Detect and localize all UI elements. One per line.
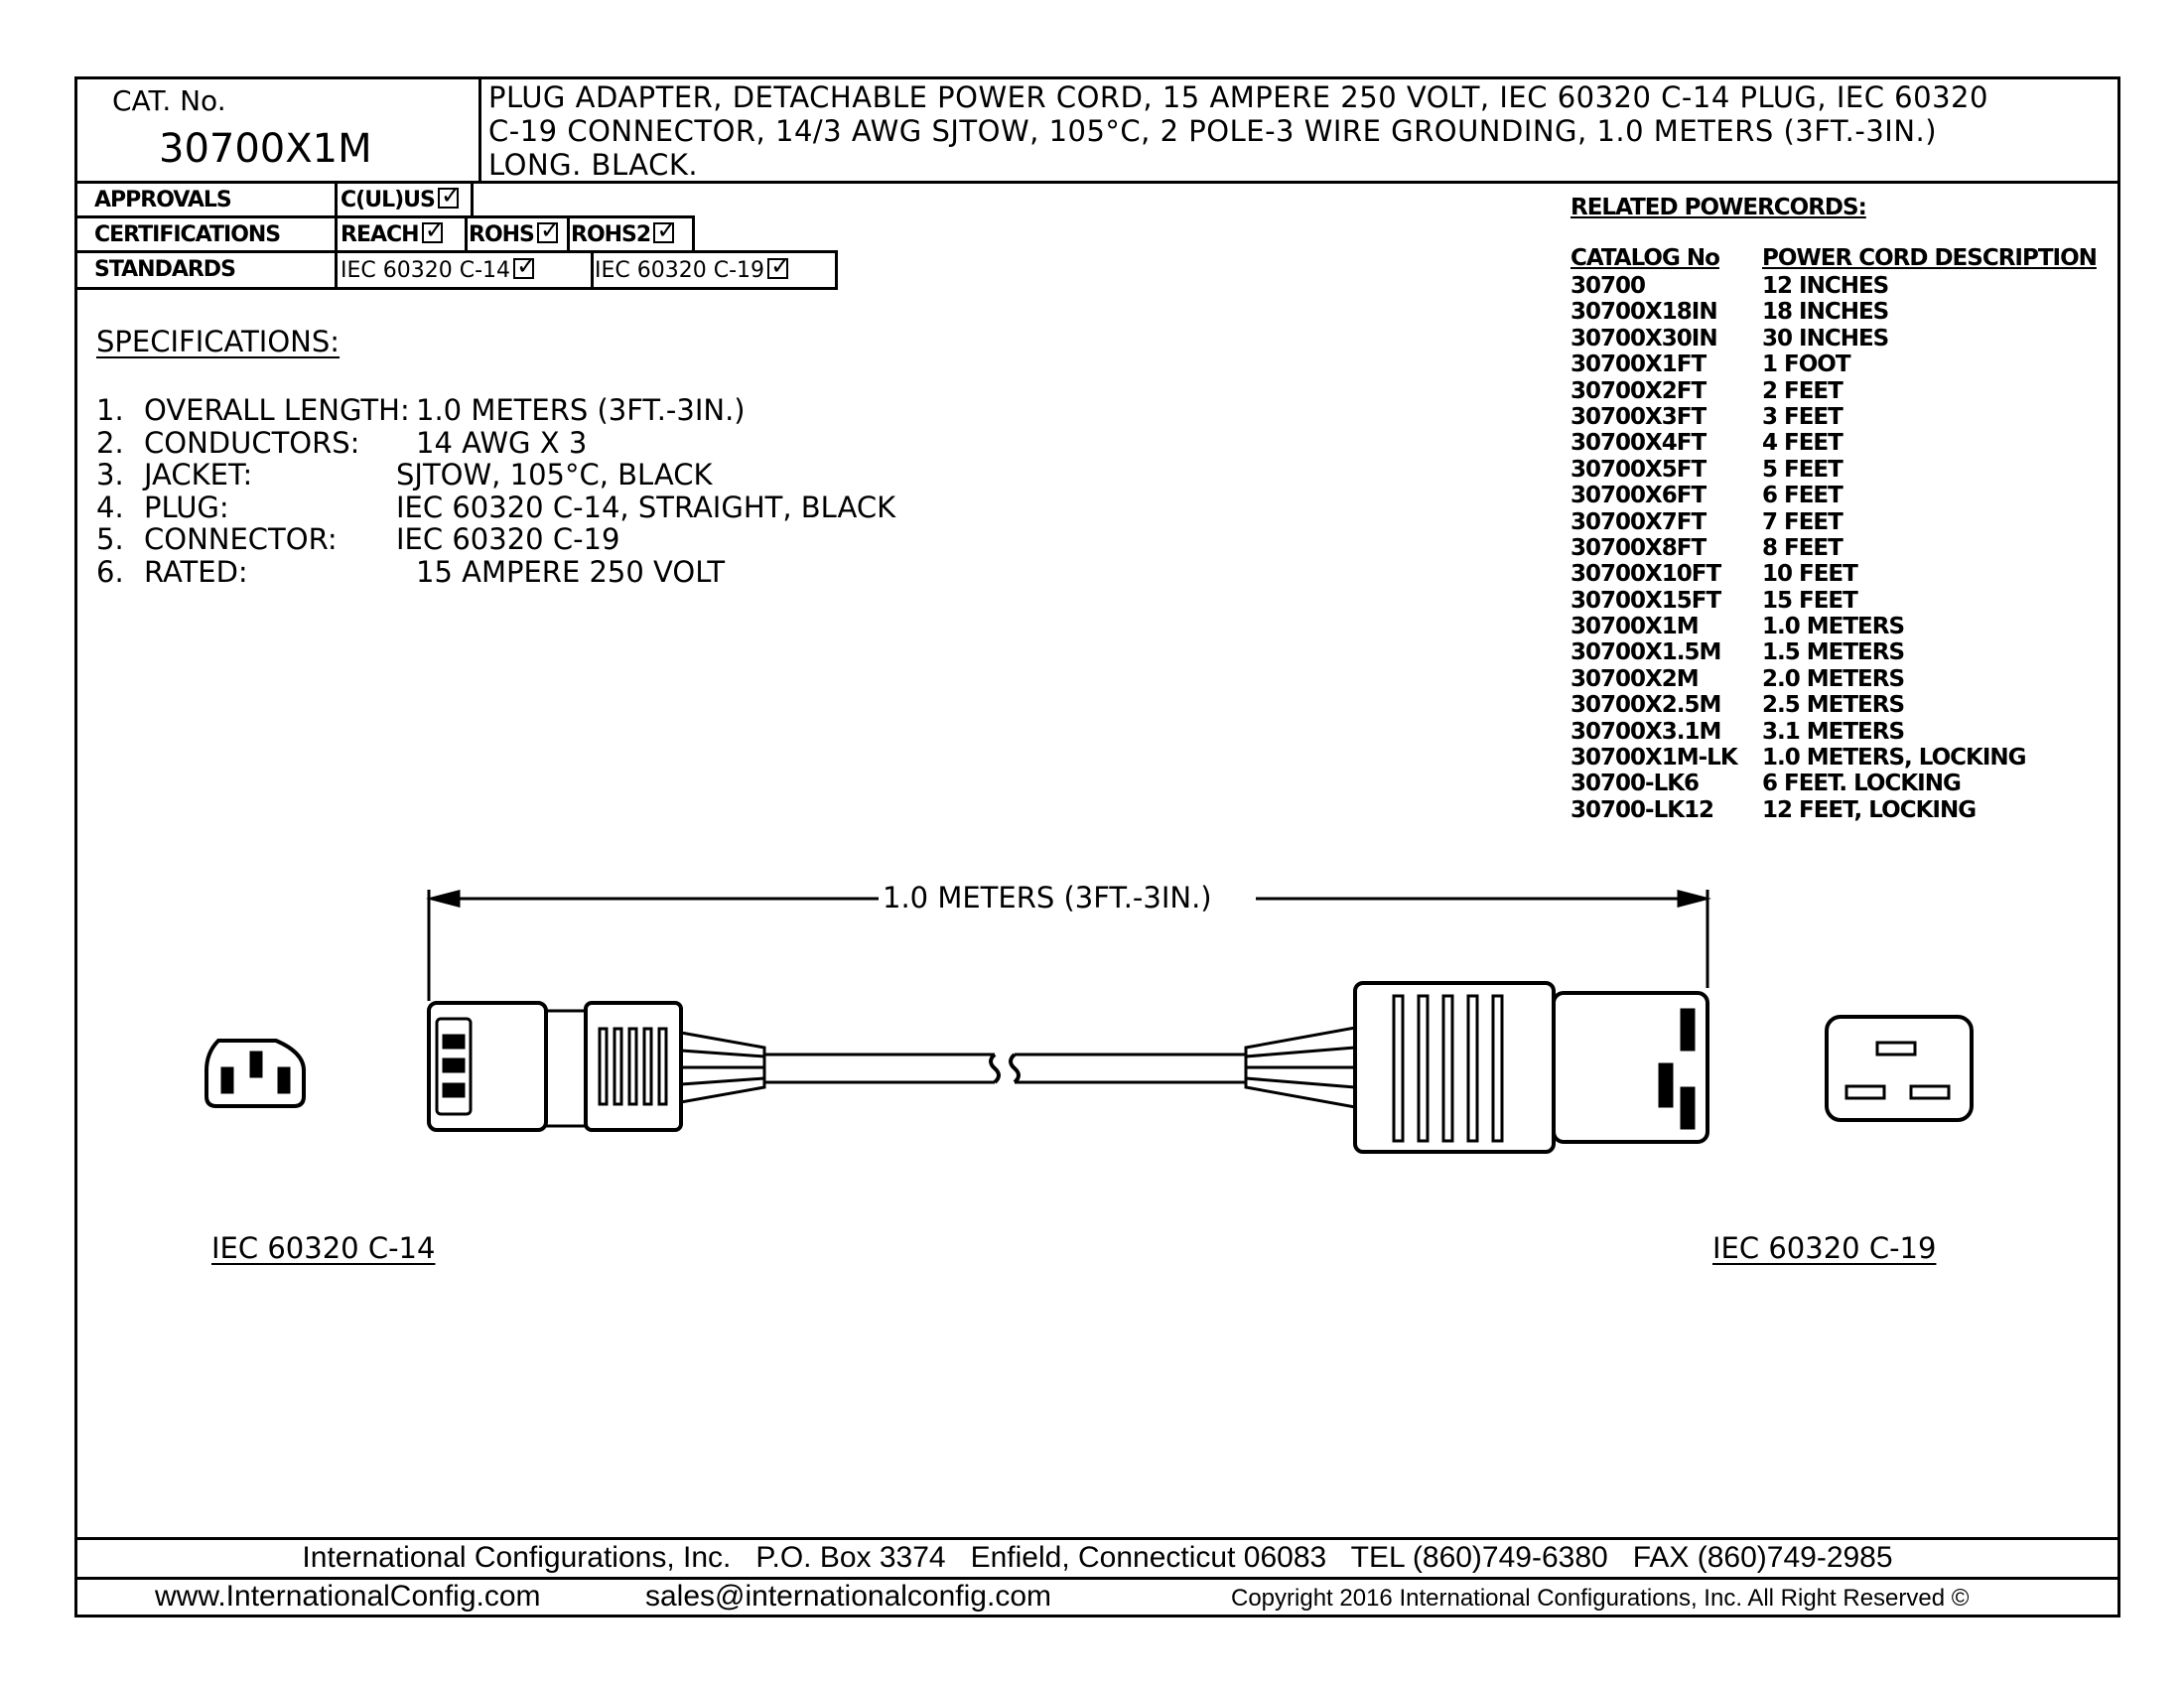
dimension-arrow-right-icon [1679,892,1706,906]
cat-number: 30700X1M [159,126,372,172]
related-description-cell: 30 INCHES [1762,325,1889,352]
c19-face-slot-right-icon [1911,1086,1949,1098]
related-title: RELATED POWERCORDS: [1570,195,1866,220]
related-description-cell: 2.0 METERS [1762,665,1905,692]
related-catalog-cell: 30700X2FT [1570,377,1706,404]
related-catalog-cell: 30700X2.5M [1570,692,1721,719]
related-description-cell: 1.5 METERS [1762,639,1905,666]
related-description-cell: 2.5 METERS [1762,692,1905,719]
related-catalog-cell: 30700X2M [1570,665,1699,692]
grip-rib-icon [1394,996,1403,1141]
spec-value: 1.0 METERS (3FT.-3IN.) [416,393,746,427]
related-description-cell: 15 FEET [1762,587,1857,614]
related-catalog-cell: 30700X1M-LK [1570,745,1737,772]
related-catalog-cell: 30700-LK12 [1570,796,1714,823]
spec-value: 15 AMPERE 250 VOLT [416,554,726,589]
spec-value: 14 AWG X 3 [416,425,588,460]
certifications-label: CERTIFICATIONS [94,222,281,247]
c19-socket-top-icon [1682,1010,1694,1050]
grip-rib-icon [1443,996,1452,1141]
spec-label: PLUG: [144,490,229,524]
grip-rib-icon [600,1029,607,1104]
footer-website[interactable]: www.InternationalConfig.com [155,1580,541,1613]
spec-value: SJTOW, 105°C, BLACK [396,458,713,492]
related-description-cell: 1 FOOT [1762,352,1850,378]
dimension-label: 1.0 METERS (3FT.-3IN.) [883,881,1212,914]
related-description-cell: 10 FEET [1762,561,1857,588]
related-catalog-cell: 30700X8FT [1570,534,1706,561]
c14-plug-pin-icon [444,1036,464,1048]
cert-text: REACH [341,222,419,247]
related-description-cell: 3.1 METERS [1762,718,1905,745]
spec-label: JACKET: [144,458,253,492]
c14-pin-ground-icon [251,1053,261,1076]
c14-pin-left-icon [222,1068,232,1092]
approval-text: C(UL)US [341,188,435,212]
related-catalog-cell: 30700X1M [1570,614,1699,640]
related-catalog-cell: 30700X5FT [1570,456,1706,483]
grip-rib-icon [614,1029,621,1104]
c19-label: IEC 60320 C-19 [1712,1231,1937,1265]
related-catalog-cell: 30700X6FT [1570,483,1706,509]
c14-plug-pin-icon [444,1059,464,1071]
spec-value: IEC 60320 C-19 [396,522,620,556]
related-description-cell: 6 FEET [1762,483,1843,509]
related-catalog-cell: 30700-LK6 [1570,771,1700,797]
spec-num: 1. [96,393,124,427]
related-catalog-cell: 30700X3.1M [1570,718,1721,745]
c19-socket-right-icon [1682,1088,1694,1128]
related-catalog-cell: 30700X18IN [1570,299,1717,326]
spec-label: OVERALL LENGTH: [144,393,410,427]
related-description-cell: 1.0 METERS, LOCKING [1762,745,2026,772]
standard-text: IEC 60320 C-19 [595,258,765,283]
standard-text: IEC 60320 C-14 [341,258,511,283]
cable-break-left-icon [991,1055,999,1082]
related-description-cell: 18 INCHES [1762,299,1889,326]
spec-num: 3. [96,458,124,492]
cert-text: ROHS [469,222,534,247]
c19-socket-left-icon [1660,1064,1672,1106]
standards-label: STANDARDS [94,257,235,282]
description-line-3: LONG. BLACK. [488,148,699,182]
related-description-cell: 2 FEET [1762,377,1843,404]
spec-value: IEC 60320 C-14, STRAIGHT, BLACK [396,490,896,524]
related-catalog-cell: 30700X30IN [1570,325,1717,352]
description-line-2: C-19 CONNECTOR, 14/3 AWG SJTOW, 105°C, 2 POLE-3 WIRE GROUNDING, 1.0 METERS (3FT.-3IN.) [488,114,1938,148]
related-col-description-header: POWER CORD DESCRIPTION [1762,245,2097,271]
related-description-cell: 3 FEET [1762,403,1843,430]
related-catalog-cell: 30700X1FT [1570,352,1706,378]
related-catalog-cell: 30700X15FT [1570,587,1721,614]
grip-rib-icon [644,1029,651,1104]
spec-num: 5. [96,522,124,556]
c14-plug-pin-icon [444,1084,464,1096]
related-catalog-cell: 30700X1.5M [1570,639,1721,666]
related-description-cell: 12 FEET, LOCKING [1762,796,1977,823]
related-catalog-cell: 30700X7FT [1570,508,1706,535]
spec-num: 4. [96,490,124,524]
related-catalog-cell: 30700X4FT [1570,430,1706,457]
related-catalog-cell: 30700X3FT [1570,403,1706,430]
spec-num: 6. [96,554,124,589]
cert-text: ROHS2 [571,222,651,247]
grip-rib-icon [659,1029,666,1104]
related-description-cell: 8 FEET [1762,534,1843,561]
c19-face-outline-icon [1827,1017,1972,1120]
c19-connector-grip [1355,983,1554,1152]
grip-rib-icon [1468,996,1477,1141]
grip-rib-icon [1419,996,1428,1141]
footer-top-rule [74,1537,2120,1540]
grip-rib-icon [629,1029,636,1104]
c19-face-slot-left-icon [1846,1086,1884,1098]
approvals-label: APPROVALS [94,188,231,212]
footer-email[interactable]: sales@internationalconfig.com [645,1580,1051,1613]
spec-label: RATED: [144,554,248,589]
related-description-cell: 1.0 METERS [1762,614,1905,640]
cat-label: CAT. No. [112,84,226,117]
related-description-cell: 6 FEET. LOCKING [1762,771,1961,797]
related-description-cell: 4 FEET [1762,430,1843,457]
c19-face-slot-top-icon [1877,1043,1915,1055]
spec-num: 2. [96,425,124,460]
related-col-catalog-header: CATALOG No [1570,245,1719,271]
specifications-title: SPECIFICATIONS: [96,325,341,358]
footer-address: International Configurations, Inc. P.O. Box 3374 Enfield, Connecticut 06083 TEL (860)749-6380 FAX (860)749-2985 [302,1541,1893,1574]
related-description-cell: 5 FEET [1762,456,1843,483]
c14-pin-right-icon [279,1068,289,1092]
description-line-1: PLUG ADAPTER, DETACHABLE POWER CORD, 15 AMPERE 250 VOLT, IEC 60320 C-14 PLUG, IEC 60320 [488,80,1988,114]
related-description-cell: 12 INCHES [1762,273,1889,299]
spec-label: CONNECTOR: [144,522,338,556]
related-catalog-cell: 30700X10FT [1570,561,1721,588]
related-catalog-cell: 30700 [1570,273,1646,299]
cable-break-right-icon [1011,1055,1019,1082]
c14-plug-shell [546,1011,586,1126]
c14-label: IEC 60320 C-14 [211,1231,436,1265]
dimension-arrow-left-icon [432,892,459,906]
footer-copyright: Copyright 2016 International Configurations, Inc. All Right Reserved © [1231,1585,1970,1612]
spec-label: CONDUCTORS: [144,425,360,460]
related-description-cell: 7 FEET [1762,508,1843,535]
grip-rib-icon [1493,996,1502,1141]
